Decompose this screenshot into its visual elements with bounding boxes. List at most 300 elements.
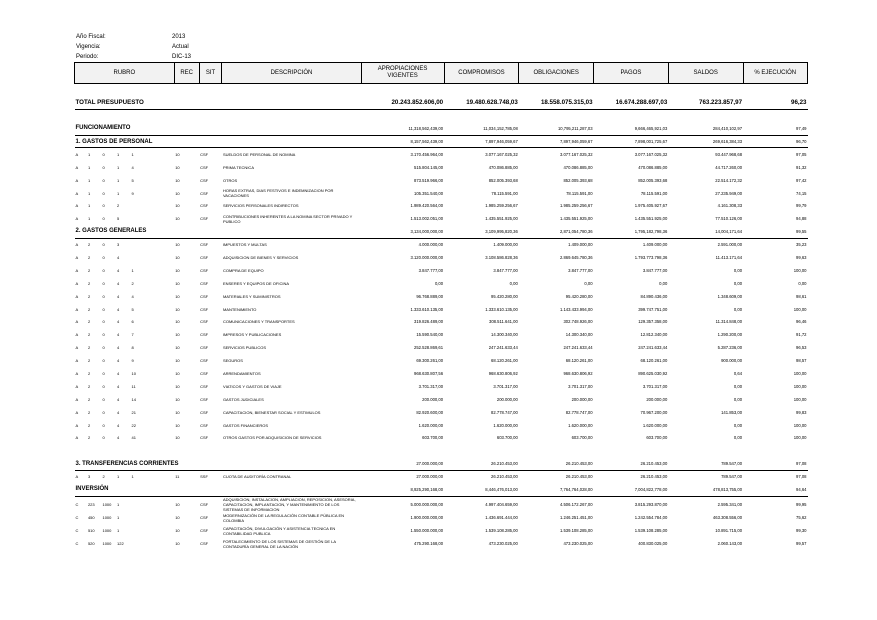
sit-cell: CSF [200,177,209,183]
rubro-code-cell: 2 [87,422,91,428]
sal-cell: 2.595.341,00 [717,501,743,507]
pag-cell: 890.625.030,92 [638,371,668,377]
ejec-cell: 99,57 [796,541,807,547]
rubro-code-cell: 223 [87,501,95,507]
pag-cell: 3.815.293.870,00 [634,501,668,507]
rubro-code-cell: A [75,306,79,312]
sit-cell: CSF [200,409,209,415]
rec-cell: 10 [175,267,180,273]
sal-cell: 284,410,102,97 [668,122,743,135]
rubro-code-cell: 1 [87,152,91,158]
apr-cell: 968.630.807,56 [413,371,444,377]
validity-value: Actual [172,44,189,50]
comp-cell: 470.086.885,00 [488,164,518,170]
rubro-code-cell: 2 [131,280,134,286]
table-row [75,277,808,290]
header-pagos: PAGOS [594,63,669,84]
sit-cell: CSF [200,242,209,248]
table-row [75,251,808,264]
rubro-code-cell: A [75,203,79,209]
obl-cell: 3.701.317,00 [568,383,593,389]
ejec-cell: 96,70 [743,135,807,148]
rubro-code-cell: C [75,541,79,547]
rubro-code-cell: 4 [117,280,120,286]
comp-cell: 95.420.280,00 [491,293,518,299]
obl-cell: 470.086.885,00 [563,164,593,170]
description-cell: GASTOS FINANCIEROS [222,422,268,428]
rubro-code-cell: 0 [102,422,105,428]
sit-cell: CSF [200,203,209,209]
section-label: INVERSIÓN [75,483,362,496]
rubro-code-cell: 1 [117,164,120,170]
sal-cell: 2.060.143,00 [717,541,743,547]
obl-cell: 1.435.551.925,00 [559,216,593,222]
sit-cell: CSF [200,422,209,428]
obl-cell: 4.506.172.267,00 [559,501,593,507]
pag-cell: 1.242.554.784,00 [634,515,668,521]
rubro-code-cell: 5 [117,216,120,222]
rubro-code-cell [131,496,175,512]
table-row [75,212,808,225]
rubro-code-cell: 14 [131,396,136,402]
rubro-code-cell: 0 [102,203,105,209]
obl-cell: 1.539.108.285,00 [559,528,593,534]
section-label: FUNCIONAMIENTO [75,122,362,135]
ejec-cell: 96,46 [796,319,807,325]
rubro-code-cell: A [75,319,79,325]
pag-cell: 26.210.453,00 [594,457,669,470]
rubro-code-cell: 4 [117,371,120,377]
comp-cell: 19.480.628.748,03 [444,96,519,109]
sal-cell: 789.547,00 [721,474,743,480]
ejec-cell: 91,72 [796,332,807,338]
sal-cell: 789.547,00 [668,457,743,470]
ejec-cell: 97,08 [796,474,807,480]
comp-cell: 308.511.641,00 [489,319,518,325]
sal-cell: 1.290.200,00 [717,332,743,338]
rubro-code-cell: 2 [87,409,91,415]
rubro-code-cell: 7 [131,332,134,338]
rubro-code-cell: 1 [131,267,134,273]
comp-cell: 68.120.261,00 [491,358,518,364]
ejec-cell: 99,83 [796,409,807,415]
sit-cell: CSF [200,435,209,441]
header-apropiaciones: APROPIACIONES VIGENTES [361,63,444,84]
rubro-code-cell: 2 [87,383,91,389]
ejec-cell: 0,00 [798,280,807,286]
comp-cell: 1.620.000,00 [493,422,518,428]
sit-cell: CSF [200,190,209,196]
rubro-code-cell: 4 [117,255,120,261]
table-row [75,316,808,329]
section-label: 3. TRANSFERENCIAS CORRIENTES [75,457,362,470]
rubro-code-cell: 22 [131,422,136,428]
rubro-code-cell: A [75,164,79,170]
rubro-code-cell: 1 [117,501,120,507]
obl-cell: 78.115.591,00 [566,190,593,196]
sal-cell: 4.161.308,33 [717,203,743,209]
sit-cell: CSF [200,501,209,507]
description-cell: GASTOS JUDICIALES [222,396,264,402]
rubro-code-cell: 4 [131,164,134,170]
pag-cell: 129.357.358,00 [638,319,668,325]
pag-cell: 84.890.436,00 [640,293,668,299]
rubro-code-cell: 520 [87,541,95,547]
obl-cell: 852.005.393,68 [563,177,593,183]
sal-cell: 0,64 [733,371,743,377]
header-descripcion: DESCRIPCIÓN [222,63,361,84]
obl-cell: 603.700,00 [571,435,593,441]
table-row [75,367,808,380]
rubro-code-cell: 4 [117,383,120,389]
apr-cell: 3.120.000.000,00 [410,255,444,261]
ejec-cell: 75,62 [796,515,807,521]
pag-cell: 247.241.633,44 [638,345,668,351]
rubro-code-cell: 4 [117,332,120,338]
comp-cell: 3.077.167.025,32 [485,152,518,158]
comp-cell: 1.539.108.285,00 [485,528,518,534]
rubro-code-cell [131,512,175,525]
rubro-code-cell: 1 [117,474,120,480]
comp-cell: 8,446,476,013,00 [444,483,519,496]
comp-cell: 1.436.691.444,00 [485,515,518,521]
obl-cell: 7,764,764,028,00 [519,483,594,496]
sal-cell: 44.717.260,00 [715,164,743,170]
pag-cell: 3.847.777,00 [642,267,668,273]
rubro-code-cell: 1000 [102,501,112,507]
description-cell: SEGUROS [222,358,243,364]
table-row [75,380,808,393]
rubro-code-cell: A [75,177,79,183]
table-row [75,187,808,200]
rubro-code-cell: 2 [87,332,91,338]
rubro-code-cell: A [75,371,79,377]
apr-cell: 873.519.966,00 [413,177,444,183]
table-row [75,496,808,512]
rubro-code-cell: 5 [131,177,134,183]
pag-cell: 1.793.773.798,36 [634,255,668,261]
rubro-code-cell: 4 [117,267,120,273]
sit-cell: SSF [200,474,208,480]
pag-cell: 3.701.317,00 [642,383,668,389]
section-row [75,122,808,135]
pag-cell: 16.674.288.697,03 [594,96,669,109]
apr-cell: 3,134,000,000,00 [361,225,444,238]
sal-cell: 0,00 [733,422,743,428]
sit-cell: CSF [200,332,209,338]
section-row [75,225,808,238]
sal-cell: 269,616,384,33 [668,135,743,148]
rec-cell: 10 [175,152,180,158]
rubro-code-cell: A [75,396,79,402]
description-cell: SUELDOS DE PERSONAL DE NOMINA [222,152,296,158]
sit-cell: CSF [200,319,209,325]
comp-cell: 3,109,995,820,36 [444,225,519,238]
rubro-code-cell: 1000 [102,528,112,534]
spacer-cell [75,444,808,457]
apr-cell: 3.701.317,00 [418,383,444,389]
rubro-code-cell: 4 [117,306,120,312]
header-ejecucion: % EJECUCIÓN [743,63,807,84]
rec-cell: 10 [175,409,180,415]
report-metadata [76,32,191,62]
ejec-cell: 99,55 [743,225,807,238]
rubro-code-cell: A [75,255,79,261]
description-cell: SERVICIOS PERSONALES INDIRECTOS [222,203,299,209]
rubro-code-cell: 6 [131,319,134,325]
rubro-code-cell: C [75,528,79,534]
rubro-code-cell: 0 [102,164,105,170]
rubro-code-cell: 1000 [102,541,112,547]
rubro-code-cell: 0 [102,396,105,402]
obl-cell: 26.210.453,00 [519,457,594,470]
sit-cell: CSF [200,216,209,222]
apr-cell: 8,925,290,168,00 [361,483,444,496]
apr-cell: 475.290.168,00 [413,541,444,547]
rubro-code-cell: 3 [87,474,91,480]
rubro-code-cell: 0 [102,267,105,273]
table-row [75,328,808,341]
rubro-code-cell: 2 [87,293,91,299]
apr-cell: 1.333.610.135,00 [410,306,444,312]
sit-cell: CSF [200,541,209,547]
description-cell: FORTALECIMIENTO DE LOS SISTEMAS DE GESTIÓN DE LA CONTADURÍA GENERAL DE LA NACIÓN [222,538,336,549]
description-cell: OTROS [222,177,238,183]
description-cell: ADQUISICION, INSTALACION, AMPLIACION, REPOSICION, ASESORIA, CAPACITACION, IMPLANTACION, Y MANTENIMIENTO DE LOS SISTEMAS DE INFORMACION [222,496,356,512]
apr-cell: 82.920.600,00 [416,409,444,415]
comp-cell: 3.847.777,00 [493,267,518,273]
rubro-code-cell: 2 [87,255,91,261]
ejec-cell: 100,00 [793,396,807,402]
sal-cell: 0,00 [733,435,743,441]
rubro-code-cell: 0 [102,280,105,286]
apr-cell: 8,157,562,439,00 [361,135,444,148]
rubro-code-cell: 122 [117,541,124,547]
pag-cell: 1.539.108.285,00 [634,528,668,534]
spacer-row [75,444,808,457]
description-cell: SERVICIOS PUBLICOS [222,345,266,351]
table-row [75,161,808,174]
rubro-code-cell: A [75,152,79,158]
sal-cell: 0,00 [733,396,743,402]
rec-cell: 10 [175,422,180,428]
sal-cell: 0,00 [733,280,743,286]
sal-cell: 22.514.172,32 [715,177,743,183]
header-compromisos: COMPROMISOS [444,63,519,84]
rubro-code-cell: 0 [102,190,105,196]
rubro-code-cell: 21 [131,409,136,415]
pag-cell: 852.005.393,68 [638,177,668,183]
rubro-code-cell: A [75,267,79,273]
rubro-code-cell: 4 [117,435,120,441]
pag-cell: 400.830.025,00 [638,541,668,547]
rubro-code-cell: 2 [87,435,91,441]
rec-cell: 10 [175,435,180,441]
table-row [75,406,808,419]
obl-cell: 302.748.926,00 [563,319,593,325]
description-cell: OTROS GASTOS POR ADQUISICION DE SERVICIOS [222,435,322,441]
rec-cell: 10 [175,501,180,507]
rubro-code-cell: 1 [117,528,120,534]
header-saldos: SALDOS [668,63,743,84]
sal-cell: 1.348.609,00 [717,293,743,299]
pag-cell: 12.812.340,00 [640,332,668,338]
rubro-code-cell: 2 [87,319,91,325]
ejec-cell: 96,53 [796,345,807,351]
rubro-code-cell: 4 [117,358,120,364]
rec-cell: 10 [175,528,180,534]
rubro-code-cell: 1 [117,152,120,158]
rubro-code-cell: 1 [131,474,134,480]
ejec-cell: 91,32 [796,164,807,170]
ejec-cell: 97,42 [796,177,807,183]
rec-cell: 10 [175,242,180,248]
rubro-code-cell: 1 [87,177,91,183]
ejec-cell: 98,61 [796,293,807,299]
apr-cell: 69.300.261,00 [416,358,444,364]
apr-cell: 0,00 [434,280,444,286]
header-rubro: RUBRO [75,63,175,84]
table-row [75,524,808,537]
table-row [75,354,808,367]
apr-cell: 27.000.000,00 [361,457,444,470]
sal-cell: 93.447.968,68 [715,152,743,158]
ejec-cell: 99,30 [796,528,807,534]
rubro-code-cell: 4 [117,422,120,428]
apr-cell: 1.550.000.000,00 [410,528,444,534]
ejec-cell: 99,79 [796,203,807,209]
table-row [75,341,808,354]
rubro-code-cell: 1 [117,177,120,183]
rubro-code-cell: 41 [131,435,136,441]
rubro-code-cell: C [75,501,79,507]
header-obligaciones: OBLIGACIONES [519,63,594,84]
sit-cell: CSF [200,358,209,364]
ejec-cell: 97,05 [796,152,807,158]
rubro-code-cell: 9 [131,190,134,196]
description-cell: MANTENIMIENTO [222,306,257,312]
rec-cell: 10 [175,280,180,286]
ejec-cell: 99,95 [796,501,807,507]
apr-cell: 96.768.889,00 [416,293,444,299]
rubro-code-cell [131,537,175,550]
comp-cell: 1.985.259.256,67 [485,203,518,209]
pag-cell: 68.120.261,00 [640,358,668,364]
pag-cell: 9,666,465,921,03 [594,122,669,135]
obl-cell: 68.120.261,00 [565,358,593,364]
comp-cell: 26.210.453,00 [491,474,518,480]
budget-execution-table [74,62,808,550]
rubro-code-cell: 1 [131,152,134,158]
apr-cell: 252.528.869,61 [413,345,444,351]
ejec-cell: 100,00 [793,306,807,312]
total-row [75,96,808,109]
rubro-code-cell: 1000 [102,515,112,521]
pag-cell: 470.086.885,00 [638,164,668,170]
rubro-code-cell: 0 [102,293,105,299]
rubro-code-cell: A [75,358,79,364]
table-row [75,174,808,187]
apr-cell: 3.847.777,00 [418,267,444,273]
rec-cell: 10 [175,541,180,547]
sit-cell: CSF [200,515,209,521]
apr-cell: 1.513.002.051,00 [410,216,444,222]
sal-cell: 14,004,171,64 [668,225,743,238]
sit-cell: CSF [200,164,209,170]
section-label: TOTAL PRESUPUESTO [75,96,362,109]
description-cell: IMPUESTOS Y MULTAS [222,242,267,248]
sit-cell: CSF [200,383,209,389]
validity-label: Vigencia: [76,44,101,50]
sal-cell: 463.308.556,00 [712,515,743,521]
apr-cell: 15.590.540,00 [416,332,444,338]
rubro-code-cell: 2 [87,358,91,364]
spacer-cell [75,84,808,97]
rubro-code-cell: 0 [102,383,105,389]
comp-cell: 968.630.806,92 [488,371,518,377]
table-row [75,290,808,303]
sal-cell: 478,813,755,00 [668,483,743,496]
rubro-code-cell: 4 [117,396,120,402]
comp-cell: 200.000,00 [496,396,518,402]
ejec-cell: 97,49 [743,122,807,135]
header-rec: REC [174,63,199,84]
obl-cell: 968.630.806,92 [563,371,593,377]
rec-cell: 10 [175,383,180,389]
rubro-code-cell: 0 [102,345,105,351]
obl-cell: 1.246.251.451,00 [559,515,593,521]
fiscal-year-label: Año Fiscal: [76,34,106,40]
pag-cell: 200.000,00 [646,396,668,402]
rubro-code-cell: A [75,383,79,389]
comp-cell: 14.300.340,00 [491,332,518,338]
rubro-code-cell: A [75,280,79,286]
pag-cell: 78.115.591,00 [640,190,668,196]
apr-cell: 1.620.000,00 [418,422,444,428]
comp-cell: 11,034,152,785,08 [444,122,519,135]
ejec-cell: 96,23 [743,96,807,109]
comp-cell: 82.778.747,00 [491,409,518,415]
header-sit: SIT [199,63,222,84]
table-row [75,470,808,483]
description-cell: MATERIALES Y SUMINISTROS [222,293,281,299]
apr-cell: 319.826.489,00 [413,319,444,325]
obl-cell: 1.985.259.256,67 [559,203,593,209]
apr-cell: 20.243.852.606,00 [361,96,444,109]
rubro-code-cell: A [75,435,79,441]
description-cell: ENSERES Y EQUIPOS DE OFICINA [222,280,290,286]
rubro-code-cell: 0 [102,306,105,312]
comp-cell: 4.997.404.659,00 [485,501,518,507]
obl-cell: 10,795,211,287,03 [519,122,594,135]
rubro-code-cell: A [75,242,79,248]
table-row [75,200,808,213]
rubro-code-cell: A [75,345,79,351]
sit-cell: CSF [200,293,209,299]
rubro-code-cell: 11 [131,383,136,389]
rec-cell: 10 [175,306,180,312]
obl-cell: 473.230.025,00 [563,541,593,547]
obl-cell: 200.000,00 [571,396,593,402]
rubro-code-cell: 0 [102,371,105,377]
rubro-code-cell: A [75,216,79,222]
apr-cell: 27.000.000,00 [416,474,444,480]
comp-cell: 1.435.551.925,00 [485,216,518,222]
rubro-code-cell: 10 [131,371,136,377]
sit-cell: CSF [200,371,209,377]
obl-cell: 1.143.433.994,00 [559,306,593,312]
sal-cell: 2.591.000,00 [717,242,743,248]
